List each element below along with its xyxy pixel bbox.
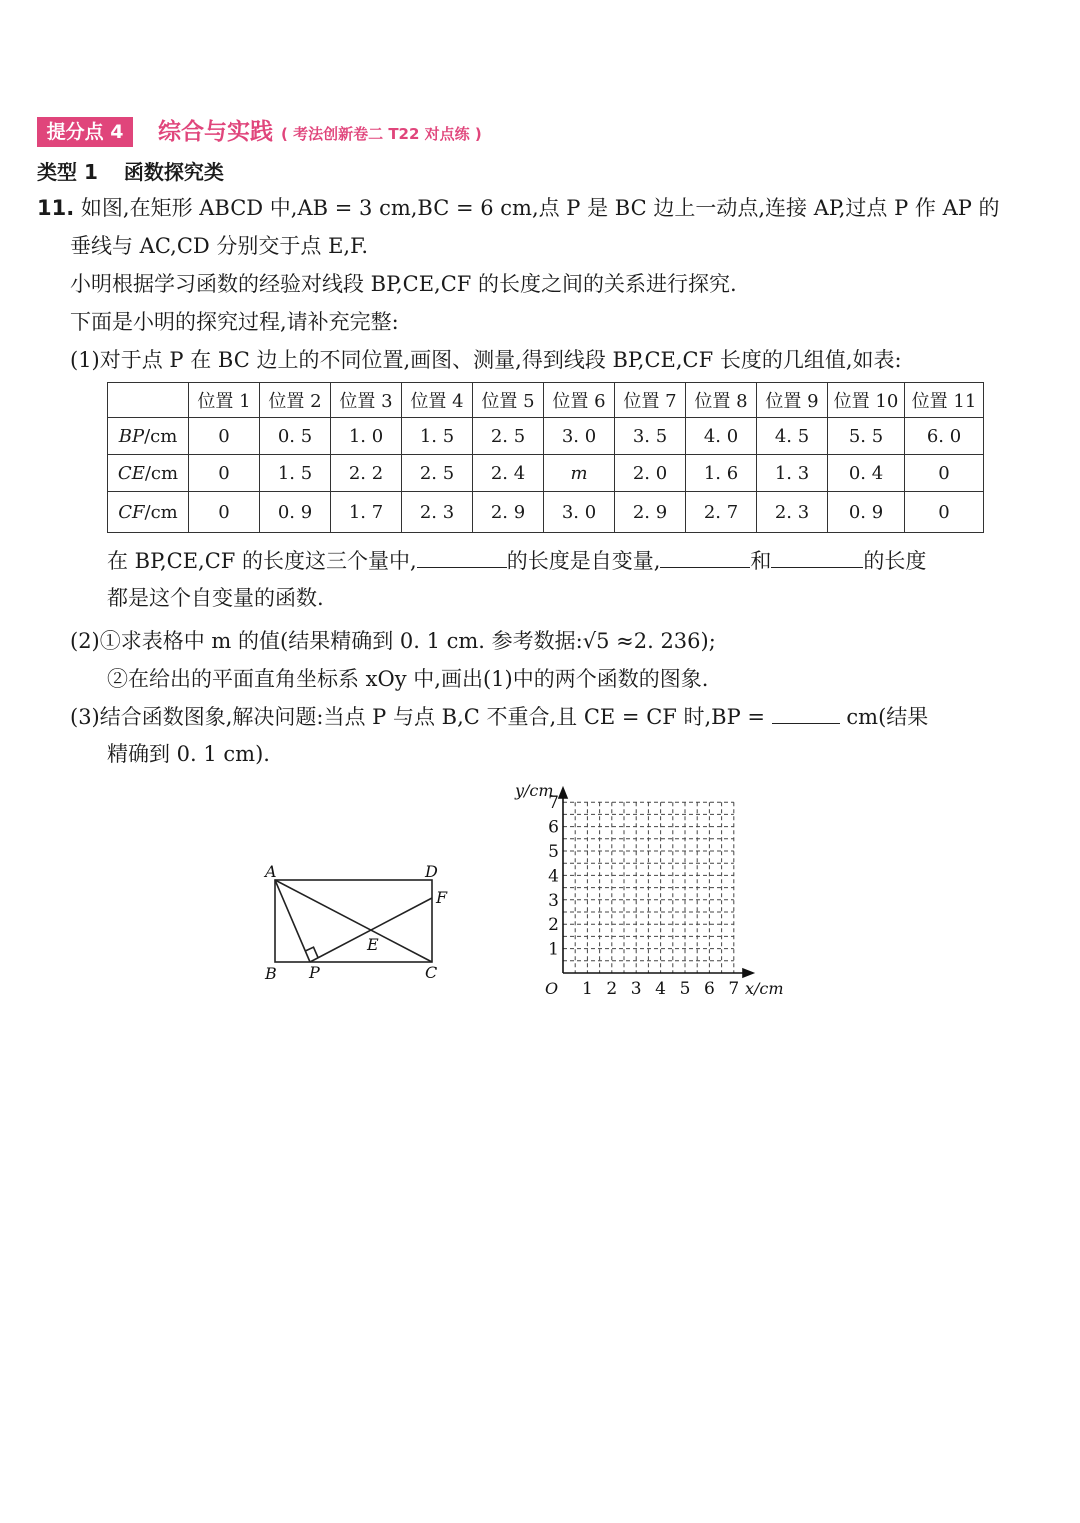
section-title [158,115,482,151]
table-cell: 4. 5 [757,418,828,455]
answer-blank-1[interactable] [417,545,507,568]
table-row-cf [108,492,984,533]
y-tick-label: 2 [548,915,559,936]
row-label-unit: /cm [144,462,179,484]
table-header: 位置 5 [473,383,544,418]
table-header: 位置 11 [905,383,984,418]
table-header: 位置 2 [260,383,331,418]
answer-blank-3[interactable] [771,545,863,568]
table-cell: 1. 7 [331,492,402,533]
table-header-row [108,383,984,418]
y-tick-label: 4 [548,866,559,887]
label-e: E [367,935,379,954]
type-label: 类型 1 [37,160,98,184]
table-header: 位置 8 [686,383,757,418]
label-b: B [265,964,277,983]
label-p: P [309,963,320,982]
diagonal-ac [275,880,432,962]
label-f: F [436,888,448,907]
table-header: 位置 1 [189,383,260,418]
part1-text-b: 的长度是自变量, [506,549,661,573]
table-cell: 0 [189,492,260,533]
part1-question [107,545,926,576]
table-cell: 1. 0 [331,418,402,455]
table-cell: 5. 5 [828,418,905,455]
table-cell: 2. 5 [473,418,544,455]
table-header: 位置 10 [828,383,905,418]
rectangle-figure [255,855,465,990]
table-cell: 2. 9 [473,492,544,533]
part1-text-c: 和 [750,549,772,573]
coordinate-grid [505,775,795,1005]
part1-text-a: 在 BP,CE,CF 的长度这三个量中, [107,549,417,573]
question-number: 11. [37,196,75,220]
question-intro-line2: 垂线与 AC,CD 分别交于点 E,F. [70,234,369,258]
table-cell: 2. 4 [473,455,544,492]
row-label-var: CF [118,501,145,523]
y-tick-label: 3 [548,890,559,911]
part1-prompt: (1)对于点 P 在 BC 边上的不同位置,画图、测量,得到线段 BP,CE,CF 长度的几组值,如表: [70,348,902,372]
question-intro-text1: 如图,在矩形 ABCD 中,AB = 3 cm,BC = 6 cm,点 P 是 BC 边上一动点,连接 AP,过点 P 作 AP 的 [80,196,1000,220]
table-cell: 0. 4 [828,455,905,492]
section-subtitle: ( 考法创新卷二 T22 对点练 ) [281,125,482,143]
part1-text-d: 的长度 [863,549,927,573]
section-badge: 提分点 4 [37,117,133,147]
type-heading [37,157,224,187]
table-header: 位置 4 [402,383,473,418]
x-tick-label: 2 [606,979,618,999]
x-tick-label: 7 [728,979,740,999]
part3-text-b: cm(结果 [846,705,929,729]
table-header: 位置 3 [331,383,402,418]
row-label [108,492,189,533]
table-cell: 2. 3 [757,492,828,533]
x-tick-label: 5 [679,979,691,999]
table-cell: 0. 9 [828,492,905,533]
table-header: 位置 9 [757,383,828,418]
table-cell: 0 [189,418,260,455]
segment-ap [275,880,310,962]
y-tick-label: 7 [548,793,559,814]
part2-line1: (2)①求表格中 m 的值(结果精确到 0. 1 cm. 参考数据:√5 ≈2. 236); [70,629,716,653]
row-label [108,418,189,455]
x-axis-label: x/cm [745,979,784,998]
y-tick-label: 1 [548,939,559,960]
row-label [108,455,189,492]
row-label-unit: /cm [144,425,178,447]
table-header: 位置 7 [615,383,686,418]
row-label-var: BP [118,425,145,447]
table-row-ce [108,455,984,492]
table-cell: 2. 5 [402,455,473,492]
label-a: A [265,862,277,881]
row-label-unit: /cm [144,501,178,523]
table-corner [108,383,189,418]
table-cell: m [544,455,615,492]
table-cell: 2. 9 [615,492,686,533]
section-title-text: 综合与实践 [158,119,273,145]
answer-blank-4[interactable] [772,701,840,724]
label-c: C [425,963,438,982]
table-cell: 1. 6 [686,455,757,492]
table-cell: 3. 5 [615,418,686,455]
answer-blank-2[interactable] [660,545,750,568]
y-tick-label: 5 [548,842,559,862]
table-cell: 1. 5 [402,418,473,455]
table-cell: 0. 5 [260,418,331,455]
x-tick-label: 6 [703,979,715,999]
question-intro-line3: 小明根据学习函数的经验对线段 BP,CE,CF 的长度之间的关系进行探究. [70,272,737,296]
origin-label: O [545,979,559,998]
table-cell: 0 [905,455,984,492]
table-header: 位置 6 [544,383,615,418]
part1-question-line2: 都是这个自变量的函数. [107,586,324,610]
table-cell: 0. 9 [260,492,331,533]
table-cell: 2. 3 [402,492,473,533]
table-cell: 4. 0 [686,418,757,455]
question-intro-line1 [37,193,1000,223]
table-cell: 1. 3 [757,455,828,492]
x-tick-label: 3 [630,979,642,999]
part3-text-a: (3)结合函数图象,解决问题:当点 P 与点 B,C 不重合,且 CE = CF 时,BP = [70,705,766,729]
table-cell: 3. 0 [544,418,615,455]
table-cell: 3. 0 [544,492,615,533]
table-cell: 2. 0 [615,455,686,492]
part2-line2: ②在给出的平面直角坐标系 xOy 中,画出(1)中的两个函数的图象. [107,667,709,691]
y-axis-arrow [559,788,567,798]
table-cell: 0 [905,492,984,533]
table-cell: 2. 2 [331,455,402,492]
data-table [107,382,984,533]
x-tick-label: 1 [581,979,593,999]
type-name: 函数探究类 [123,160,224,184]
question-intro-line4: 下面是小明的探究过程,请补充完整: [70,310,399,334]
x-axis-arrow [743,969,753,977]
table-cell: 2. 7 [686,492,757,533]
part3-line2: 精确到 0. 1 cm). [107,742,270,766]
row-label-var: CE [117,462,145,484]
table-cell: 1. 5 [260,455,331,492]
table-row-bp [108,418,984,455]
x-tick-label: 4 [655,979,667,999]
y-axis-label: y/cm [515,781,554,800]
y-tick-label: 6 [548,817,559,838]
part3-line1 [70,701,928,732]
table-cell: 0 [189,455,260,492]
table-cell: 6. 0 [905,418,984,455]
label-d: D [425,862,438,881]
